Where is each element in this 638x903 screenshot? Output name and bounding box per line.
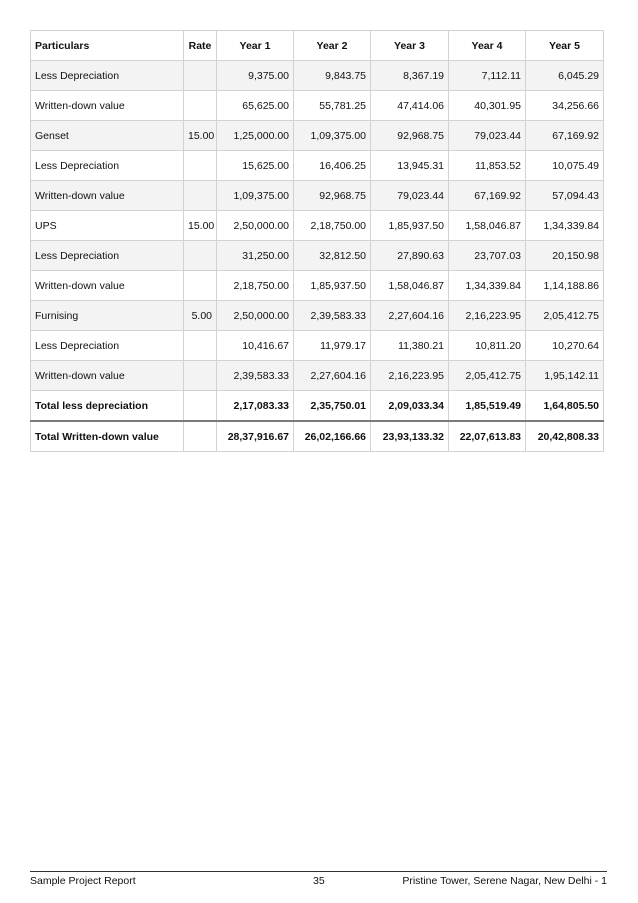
- table-cell-value: 67,169.92: [449, 181, 526, 211]
- table-cell-value: 1,09,375.00: [294, 121, 371, 151]
- table-cell-value: 2,09,033.34: [371, 391, 449, 422]
- table-row: [31, 61, 604, 91]
- page-footer: [30, 871, 607, 887]
- table-cell-value: 9,843.75: [294, 61, 371, 91]
- table-cell-value: 1,09,375.00: [217, 181, 294, 211]
- table-cell-value: 2,18,750.00: [294, 211, 371, 241]
- footer-report-title: Sample Project Report: [30, 875, 136, 887]
- table-cell-value: 32,812.50: [294, 241, 371, 271]
- table-cell-value: 2,05,412.75: [526, 301, 604, 331]
- total-depreciation-row: [31, 391, 604, 422]
- table-cell-label: Total Written-down value: [31, 421, 184, 452]
- column-header: Year 2: [294, 31, 371, 61]
- table-cell-label: Less Depreciation: [31, 241, 184, 271]
- table-cell-value: 11,853.52: [449, 151, 526, 181]
- footer-address: Pristine Tower, Serene Nagar, New Delhi - 1: [402, 875, 607, 887]
- table-cell-value: 1,58,046.87: [449, 211, 526, 241]
- table-cell-value: 2,27,604.16: [294, 361, 371, 391]
- table-cell-value: 34,256.66: [526, 91, 604, 121]
- table-cell-label: Written-down value: [31, 361, 184, 391]
- table-row: [31, 271, 604, 301]
- table-cell-rate: [184, 331, 217, 361]
- table-cell-value: 23,93,133.32: [371, 421, 449, 452]
- table-cell-value: 1,34,339.84: [526, 211, 604, 241]
- table-cell-value: 2,39,583.33: [294, 301, 371, 331]
- table-cell-value: 47,414.06: [371, 91, 449, 121]
- table-cell-value: 28,37,916.67: [217, 421, 294, 452]
- table-row: [31, 331, 604, 361]
- table-cell-value: 10,416.67: [217, 331, 294, 361]
- total-written-down-row: [31, 421, 604, 452]
- table-cell-value: 1,95,142.11: [526, 361, 604, 391]
- table-cell-rate: [184, 421, 217, 452]
- table-cell-value: 1,85,937.50: [294, 271, 371, 301]
- table-cell-rate: 15.00: [184, 121, 217, 151]
- table-cell-value: 40,301.95: [449, 91, 526, 121]
- table-cell-rate: [184, 391, 217, 422]
- table-cell-rate: [184, 271, 217, 301]
- table-cell-value: 10,811.20: [449, 331, 526, 361]
- table-cell-rate: [184, 361, 217, 391]
- footer-page-number: 35: [313, 875, 325, 887]
- table-cell-rate: [184, 241, 217, 271]
- table-cell-value: 2,27,604.16: [371, 301, 449, 331]
- table-cell-label: Less Depreciation: [31, 331, 184, 361]
- table-row: [31, 241, 604, 271]
- table-cell-value: 23,707.03: [449, 241, 526, 271]
- table-cell-label: Total less depreciation: [31, 391, 184, 422]
- table-cell-label: Furnising: [31, 301, 184, 331]
- table-cell-value: 11,979.17: [294, 331, 371, 361]
- table-cell-value: 22,07,613.83: [449, 421, 526, 452]
- table-row: [31, 301, 604, 331]
- table-cell-value: 6,045.29: [526, 61, 604, 91]
- table-cell-value: 67,169.92: [526, 121, 604, 151]
- table-cell-value: 2,35,750.01: [294, 391, 371, 422]
- table-cell-value: 79,023.44: [371, 181, 449, 211]
- table-cell-value: 1,64,805.50: [526, 391, 604, 422]
- depreciation-sheet: [30, 30, 603, 452]
- table-cell-value: 20,42,808.33: [526, 421, 604, 452]
- table-cell-value: 26,02,166.66: [294, 421, 371, 452]
- table-cell-value: 31,250.00: [217, 241, 294, 271]
- table-cell-value: 2,16,223.95: [371, 361, 449, 391]
- table-cell-value: 79,023.44: [449, 121, 526, 151]
- table-cell-rate: 15.00: [184, 211, 217, 241]
- table-cell-value: 1,14,188.86: [526, 271, 604, 301]
- table-row: [31, 211, 604, 241]
- header-row: [31, 31, 604, 61]
- table-body: [31, 61, 604, 391]
- table-cell-value: 1,34,339.84: [449, 271, 526, 301]
- column-header: Year 4: [449, 31, 526, 61]
- depreciation-table: [30, 30, 604, 452]
- table-row: [31, 91, 604, 121]
- table-cell-value: 1,25,000.00: [217, 121, 294, 151]
- table-cell-value: 16,406.25: [294, 151, 371, 181]
- column-header: Year 3: [371, 31, 449, 61]
- table-cell-value: 2,50,000.00: [217, 301, 294, 331]
- table-cell-rate: [184, 181, 217, 211]
- table-row: [31, 181, 604, 211]
- column-header: Particulars: [31, 31, 184, 61]
- column-header: Year 1: [217, 31, 294, 61]
- table-cell-value: 27,890.63: [371, 241, 449, 271]
- table-row: [31, 361, 604, 391]
- table-cell-label: Written-down value: [31, 271, 184, 301]
- table-row: [31, 121, 604, 151]
- table-cell-value: 13,945.31: [371, 151, 449, 181]
- table-cell-rate: 5.00: [184, 301, 217, 331]
- table-cell-label: Written-down value: [31, 91, 184, 121]
- table-cell-value: 92,968.75: [371, 121, 449, 151]
- table-cell-value: 15,625.00: [217, 151, 294, 181]
- table-cell-label: UPS: [31, 211, 184, 241]
- table-cell-value: 1,85,937.50: [371, 211, 449, 241]
- table-cell-rate: [184, 151, 217, 181]
- table-cell-rate: [184, 91, 217, 121]
- table-cell-value: 8,367.19: [371, 61, 449, 91]
- table-cell-value: 20,150.98: [526, 241, 604, 271]
- table-cell-label: Genset: [31, 121, 184, 151]
- column-header: Rate: [184, 31, 217, 61]
- table-cell-value: 2,18,750.00: [217, 271, 294, 301]
- table-cell-label: Written-down value: [31, 181, 184, 211]
- table-cell-value: 2,05,412.75: [449, 361, 526, 391]
- table-cell-label: Less Depreciation: [31, 61, 184, 91]
- column-header: Year 5: [526, 31, 604, 61]
- table-cell-value: 92,968.75: [294, 181, 371, 211]
- table-cell-value: 7,112.11: [449, 61, 526, 91]
- table-cell-value: 55,781.25: [294, 91, 371, 121]
- table-cell-value: 1,85,519.49: [449, 391, 526, 422]
- table-cell-value: 1,58,046.87: [371, 271, 449, 301]
- table-cell-value: 2,50,000.00: [217, 211, 294, 241]
- table-cell-value: 2,39,583.33: [217, 361, 294, 391]
- table-row: [31, 151, 604, 181]
- table-cell-value: 10,075.49: [526, 151, 604, 181]
- table-cell-value: 2,17,083.33: [217, 391, 294, 422]
- table-cell-value: 2,16,223.95: [449, 301, 526, 331]
- table-cell-value: 65,625.00: [217, 91, 294, 121]
- table-cell-value: 57,094.43: [526, 181, 604, 211]
- table-cell-rate: [184, 61, 217, 91]
- table-cell-label: Less Depreciation: [31, 151, 184, 181]
- table-cell-value: 9,375.00: [217, 61, 294, 91]
- table-cell-value: 11,380.21: [371, 331, 449, 361]
- table-cell-value: 10,270.64: [526, 331, 604, 361]
